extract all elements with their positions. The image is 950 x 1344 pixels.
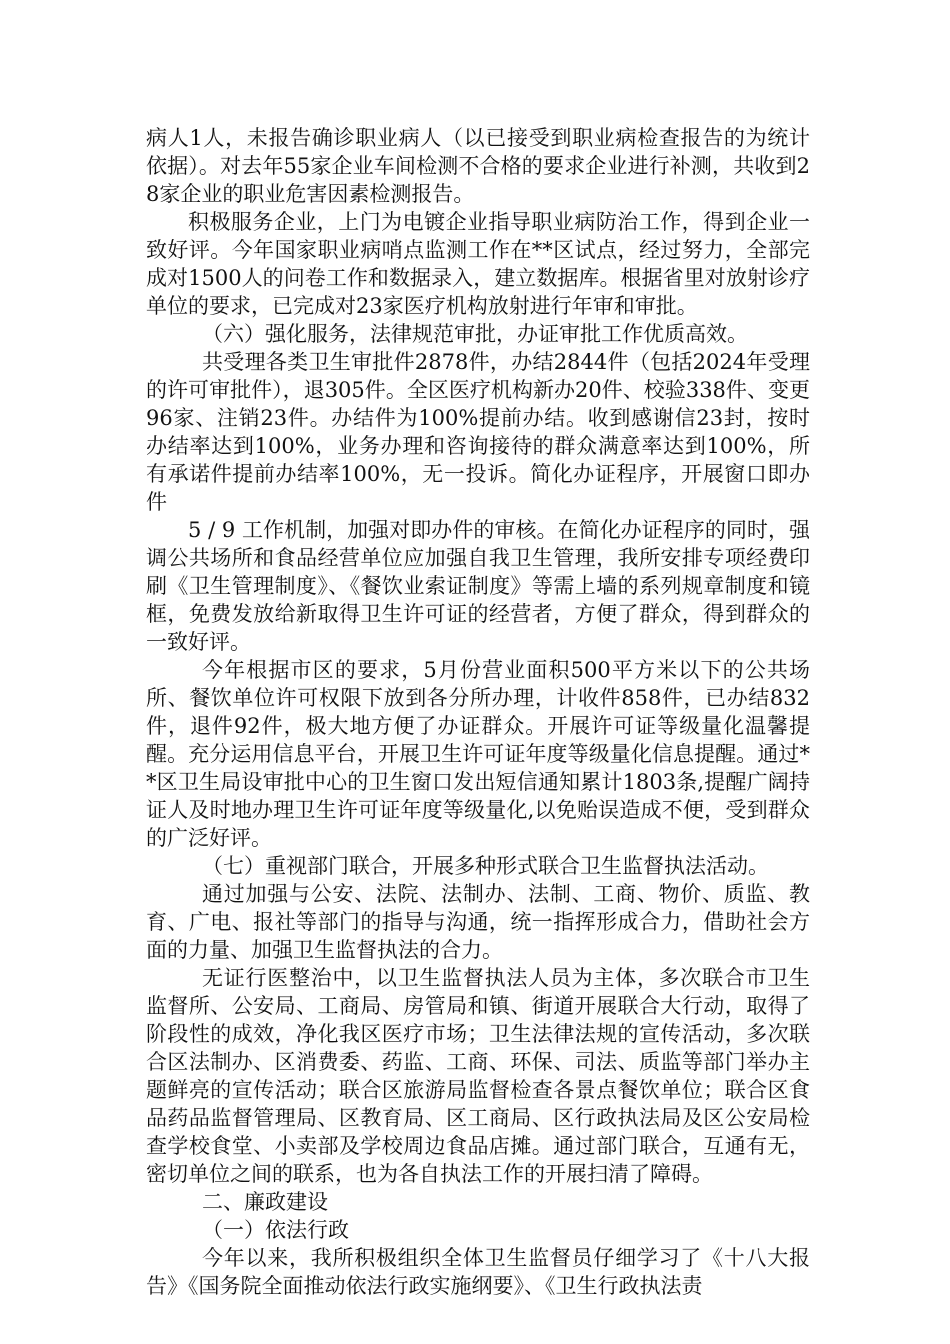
section-heading-seven: （七）重视部门联合，开展多种形式联合卫生监督执法活动。 <box>202 854 769 878</box>
paragraph-license-delegation: 今年根据市区的要求，5月份营业面积500平方米以下的公共场所、餐饮单位许可权限下放到各分所办理，计收件858件，已办结832件，退件92件，极大地方便了办证群众。开展许可证等级量化温馨提醒。充分运用信息平台，开展卫生许可证年度等级量化信息提醒。通过**区卫生局设审批中心的卫生窗口发出短信通知累计1803条,提醒广阔持证人及时地办理卫生许可证年度等级量化,以免贻误造成不便，受到群众的广泛好评。 <box>146 658 810 850</box>
section-heading-six: （六）强化服务，法律规范审批，办证审批工作优质高效。 <box>202 322 748 346</box>
paragraph-study-activities: 今年以来，我所积极组织全体卫生监督员仔细学习了《十八大报告》《国务院全面推动依法行政实施纲要》、《卫生行政执法责 <box>146 1246 810 1298</box>
paragraph-work-mechanism: 5 / 9 工作机制，加强对即办件的审核。在简化办证程序的同时，强调公共场所和食品经营单位应加强自我卫生管理，我所安排专项经费印刷《卫生管理制度》、《餐饮业索证制度》等需上墙的系列规章制度和镜框，免费发放给新取得卫生许可证的经营者，方便了群众，得到群众的一致好评。 <box>146 518 810 654</box>
paragraph-occupational-disease-stats: 病人1人，未报告确诊职业病人（以已接受到职业病检查报告的为统计依据）。对去年55家企业车间检测不合格的要求企业进行补测，共收到28家企业的职业危害因素检测报告。 <box>146 126 810 206</box>
document-page <box>146 124 810 1300</box>
section-heading-integrity: 二、廉政建设 <box>202 1190 328 1214</box>
paragraph-joint-enforcement: 无证行医整治中，以卫生监督执法人员为主体，多次联合市卫生监督所、公安局、工商局、房管局和镇、街道开展联合大行动，取得了阶段性的成效，净化我区医疗市场；卫生法律法规的宣传活动，多次联合区法制办、区消费委、药监、工商、环保、司法、质监等部门举办主题鲜亮的宣传活动；联合区旅游局监督检查各景点餐饮单位；联合区食品药品监督管理局、区教育局、区工商局、区行政执法局及区公安局检查学校食堂、小卖部及学校周边食品店摊。通过部门联合，互通有无，密切单位之间的联系，也为各自执法工作的开展扫清了障碍。 <box>146 966 810 1186</box>
subsection-heading-lawful-administration: （一）依法行政 <box>202 1218 349 1242</box>
paragraph-enterprise-service: 积极服务企业，上门为电镀企业指导职业病防治工作，得到企业一致好评。今年国家职业病哨点监测工作在**区试点，经过努力，全部完成对1500人的问卷工作和数据录入，建立数据库。根据省里对放射诊疗单位的要求，已完成对23家医疗机构放射进行年审和审批。 <box>146 210 810 318</box>
paragraph-department-cooperation: 通过加强与公安、法院、法制办、法制、工商、物价、质监、教育、广电、报社等部门的指导与沟通，统一指挥形成合力，借助社会方面的力量、加强卫生监督执法的合力。 <box>146 882 810 962</box>
paragraph-approval-stats: 共受理各类卫生审批件2878件，办结2844件（包括2024年受理的许可审批件），退305件。全区医疗机构新办20件、校验338件、变更96家、注销23件。办结件为100%提前办结。收到感谢信23封，按时办结率达到100%，业务办理和咨询接待的群众满意率达到100%，所有承诺件提前办结率100%，无一投诉。简化办证程序，开展窗口即办件 <box>146 350 810 514</box>
